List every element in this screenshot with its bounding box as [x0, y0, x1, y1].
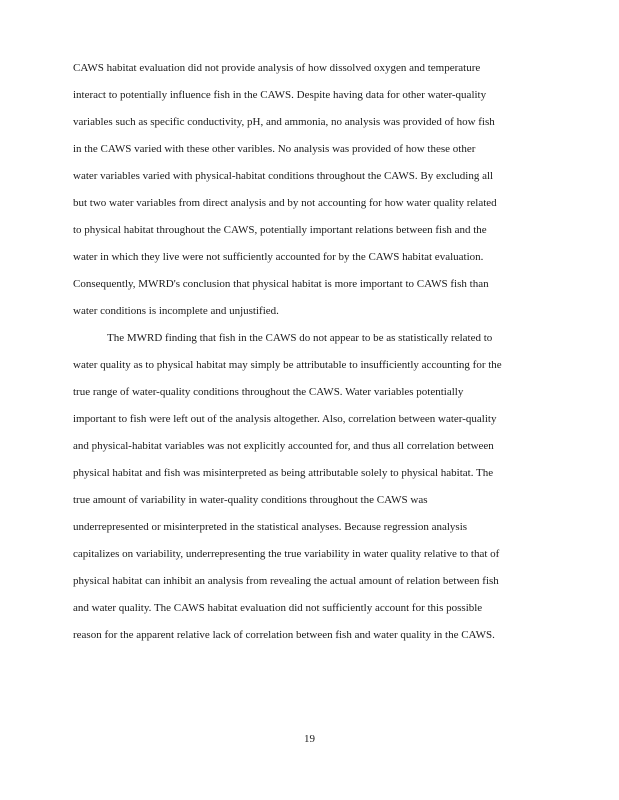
- paragraph-1-line-3: variables such as specific conductivity, pH, and ammonia, no analysis was provided of how fish: [73, 116, 495, 128]
- paragraph-1-line-1: CAWS habitat evaluation did not provide analysis of how dissolved oxygen and temperature: [73, 62, 481, 74]
- paragraph-1-line-8: water in which they live were not sufficiently accounted for by the CAWS habitat evaluation.: [73, 251, 484, 263]
- paragraph-1-line-4: in the CAWS varied with these other varibles. No analysis was provided of how these other: [73, 143, 476, 155]
- paragraph-1-line-7: to physical habitat throughout the CAWS, potentially important relations between fish and the: [73, 224, 487, 236]
- paragraph-1-line-9: Consequently, MWRD's conclusion that physical habitat is more important to CAWS fish than: [73, 278, 489, 290]
- paragraph-2-line-11: and water quality. The CAWS habitat evaluation did not sufficiently account for this possible: [73, 602, 483, 614]
- paragraph-1-line-10: water conditions is incomplete and unjustified.: [73, 305, 279, 317]
- paragraph-1-line-2: interact to potentially influence fish in the CAWS. Despite having data for other water-quality: [73, 89, 487, 101]
- paragraph-1-line-6: but two water variables from direct analysis and by not accounting for how water quality related: [73, 197, 497, 209]
- paragraph-2-line-10: physical habitat can inhibit an analysis from revealing the actual amount of relation between fish: [73, 575, 499, 587]
- paragraph-1-line-5: water variables varied with physical-habitat conditions throughout the CAWS. By excluding all: [73, 170, 494, 182]
- paragraph-2-line-9: capitalizes on variability, underrepresenting the true variability in water quality relative to that of: [73, 548, 500, 560]
- paragraph-2-line-2: water quality as to physical habitat may simply be attributable to insufficiently accounting for the: [73, 359, 502, 371]
- paragraph-2-line-3: true range of water-quality conditions throughout the CAWS. Water variables potentially: [73, 386, 464, 398]
- page-number: 19: [304, 733, 315, 745]
- paragraph-2-line-7: true amount of variability in water-quality conditions throughout the CAWS was: [73, 494, 428, 506]
- paragraph-2-line-6: physical habitat and fish was misinterpreted as being attributable solely to physical habitat. The: [73, 467, 494, 479]
- paragraph-2-line-4: important to fish were left out of the analysis altogether. Also, correlation between water-quality: [73, 413, 497, 425]
- paragraph-2-line-12: reason for the apparent relative lack of correlation between fish and water quality in the CAWS.: [73, 629, 495, 641]
- paragraph-2-line-1: The MWRD finding that fish in the CAWS do not appear to be as statistically related to: [107, 332, 493, 344]
- paragraph-2-line-5: and physical-habitat variables was not explicitly accounted for, and thus all correlation between: [73, 440, 494, 452]
- paragraph-2-line-8: underrepresented or misinterpreted in the statistical analyses. Because regression analysis: [73, 521, 468, 533]
